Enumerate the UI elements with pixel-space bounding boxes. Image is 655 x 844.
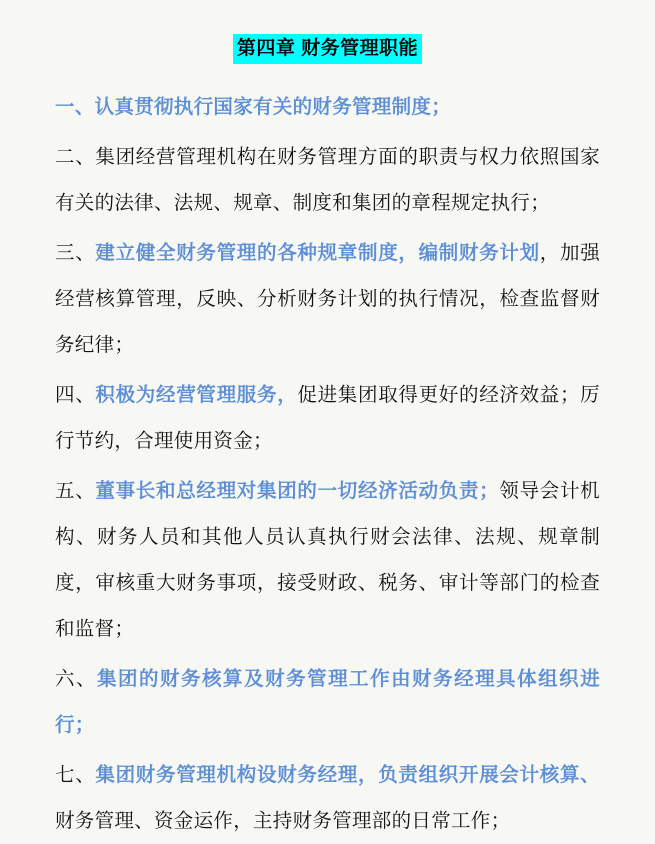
title-row xyxy=(55,34,600,64)
chapter-title: 第四章 财务管理职能 xyxy=(233,34,422,64)
text-segment: 四、 xyxy=(55,384,96,406)
text-segment: 集团财务管理机构设财务经理，负责组织开展会计核算、 xyxy=(95,764,600,786)
document-body xyxy=(55,84,600,844)
text-segment: 一、认真贯彻执行国家有关的财务管理制度； xyxy=(55,96,452,118)
text-segment: ，加强经营核算管理，反映、分析财务计划的执行情况，检查监督财务纪律； xyxy=(55,242,600,356)
text-segment: 领导会计机构、财务人员和其他人员认真执行财会法律、法规、规章制度，审核重大财务事项，接受财政、税务、审计等部门的检查和监督； xyxy=(55,480,600,640)
text-segment: 促进集团取得更好的经济效益；厉行节约，合理使用资金； xyxy=(55,384,600,452)
text-segment: 集团的财务核算及财务管理工作由财务经理具体组织进行； xyxy=(55,668,600,736)
text-segment: 董事长和总经理对集团的一切经济活动负责； xyxy=(95,480,499,502)
text-segment: 六、 xyxy=(55,668,98,690)
text-segment: 五、 xyxy=(55,480,96,502)
paragraph xyxy=(55,84,600,130)
paragraph xyxy=(55,752,600,844)
text-segment: 积极为经营管理服务， xyxy=(95,384,298,406)
text-segment: 建立健全财务管理的各种规章制度，编制财务计划 xyxy=(95,242,540,264)
text-segment: 财务管理、资金运作，主持财务管理部的日常工作； xyxy=(55,810,511,832)
paragraph xyxy=(55,372,600,464)
paragraph xyxy=(55,656,600,748)
text-segment: 三、 xyxy=(55,242,96,264)
paragraph xyxy=(55,134,600,226)
paragraph xyxy=(55,468,600,652)
text-segment: 二、集团经营管理机构在财务管理方面的职责与权力依照国家有关的法律、法规、规章、制度和集团的章程规定执行； xyxy=(55,146,600,214)
paragraph xyxy=(55,230,600,368)
text-segment: 七、 xyxy=(55,764,96,786)
